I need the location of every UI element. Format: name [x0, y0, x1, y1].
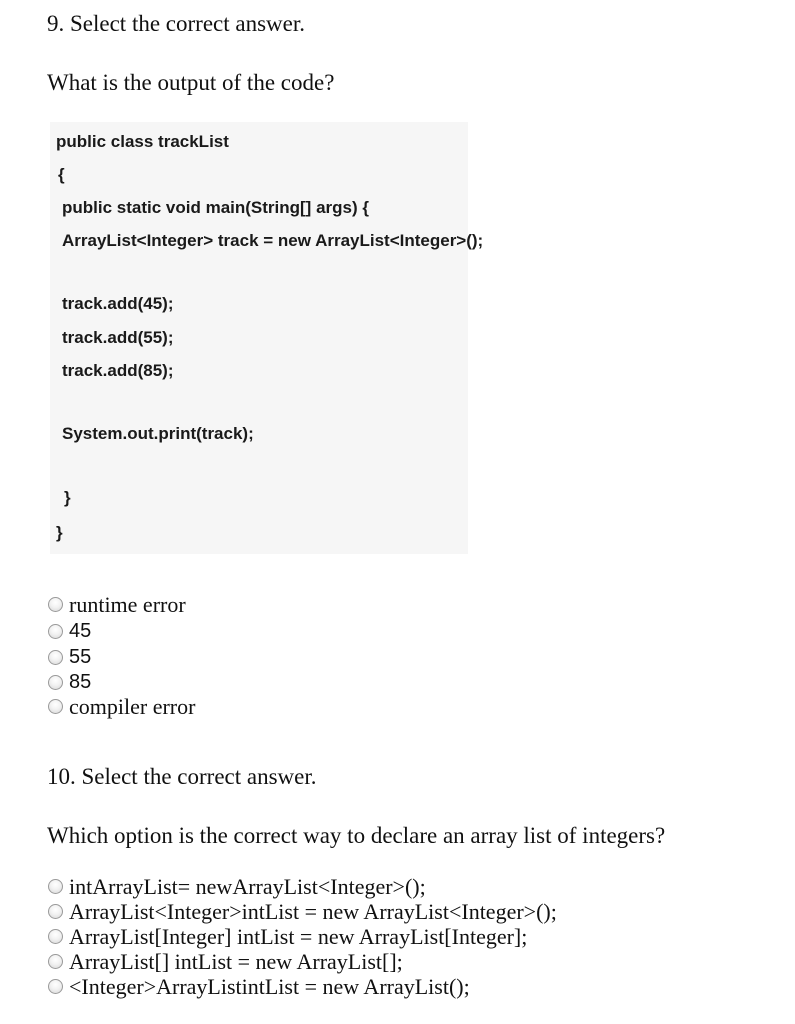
q9-option-3[interactable]	[48, 645, 91, 670]
radio-button[interactable]	[48, 979, 63, 994]
option-label: intArrayList= newArrayList<Integer>();	[69, 874, 426, 899]
radio-button[interactable]	[48, 624, 63, 639]
code-line-5: track.add(45);	[62, 294, 174, 313]
code-line-8: System.out.print(track);	[62, 424, 254, 443]
q10-option-1[interactable]	[48, 874, 426, 899]
radio-button[interactable]	[48, 675, 63, 690]
question-10-prompt: Which option is the correct way to declare an array list of integers?	[47, 823, 666, 848]
option-label: compiler error	[69, 694, 196, 719]
code-line-2: {	[58, 165, 65, 184]
q10-option-4[interactable]	[48, 949, 403, 974]
option-label: ArrayList<Integer>intList = new ArrayList<Integer>();	[69, 899, 557, 924]
radio-button[interactable]	[48, 650, 63, 665]
option-label: ArrayList[Integer] intList = new ArrayList[Integer];	[69, 924, 528, 949]
code-line-9: }	[64, 488, 71, 507]
question-9-title: 9. Select the correct answer.	[47, 11, 305, 36]
code-line-1: public class trackList	[56, 132, 229, 151]
radio-button[interactable]	[48, 879, 63, 894]
q10-option-5[interactable]	[48, 974, 470, 999]
q9-option-2[interactable]	[48, 619, 91, 644]
option-label: 85	[69, 671, 92, 693]
radio-button[interactable]	[48, 904, 63, 919]
question-9-prompt: What is the output of the code?	[47, 70, 335, 95]
q9-option-5[interactable]	[48, 694, 195, 719]
option-label: 55	[69, 646, 92, 668]
q10-option-3[interactable]	[48, 924, 527, 949]
question-10-title: 10. Select the correct answer.	[47, 764, 317, 789]
radio-button[interactable]	[48, 954, 63, 969]
q9-option-4[interactable]	[48, 670, 91, 695]
radio-button[interactable]	[48, 929, 63, 944]
radio-button[interactable]	[48, 597, 63, 612]
code-line-6: track.add(55);	[62, 328, 174, 347]
code-line-3: public static void main(String[] args) {	[62, 198, 369, 217]
option-label: ArrayList[] intList = new ArrayList[];	[69, 949, 403, 974]
code-line-7: track.add(85);	[62, 361, 174, 380]
code-line-10: }	[56, 523, 63, 542]
option-label: 45	[69, 620, 92, 642]
radio-button[interactable]	[48, 699, 63, 714]
code-line-4: ArrayList<Integer> track = new ArrayList<Integer>();	[62, 231, 484, 250]
option-label: <Integer>ArrayListintList = new ArrayList();	[69, 974, 470, 999]
q10-option-2[interactable]	[48, 899, 557, 924]
q9-option-1[interactable]	[48, 592, 186, 617]
option-label: runtime error	[69, 592, 186, 617]
